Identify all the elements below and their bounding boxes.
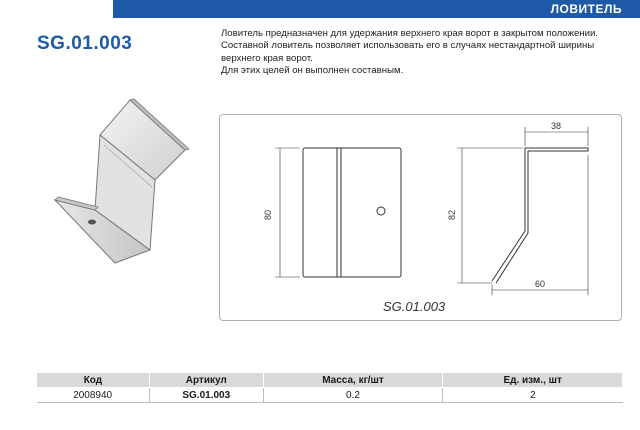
front-view (303, 148, 401, 277)
page-title: ЛОВИТЕЛЬ (550, 2, 622, 16)
product-article: SG.01.003 (37, 33, 133, 54)
description-line: Ловитель предназначен для удержания верхнего края ворот в закрытом положении. (221, 28, 598, 39)
cell-mass: 0.2 (263, 388, 443, 403)
table-row (37, 388, 623, 403)
technical-drawing (219, 114, 622, 321)
dim-front-height: 80 (263, 209, 273, 221)
product-image (40, 95, 200, 265)
product-description (221, 28, 626, 77)
header-bar (0, 0, 640, 18)
column-header: Ед. изм., шт (443, 373, 623, 388)
dim-top: 38 (550, 121, 562, 131)
dim-bottom: 60 (534, 279, 546, 289)
column-header: Масса, кг/шт (263, 373, 443, 388)
cell-code: 2008940 (37, 388, 150, 403)
cell-unit: 2 (443, 388, 623, 403)
side-view (492, 148, 588, 283)
cell-article: SG.01.003 (149, 388, 263, 403)
column-header: Артикул (149, 373, 263, 388)
drawing-label: SG.01.003 (383, 299, 446, 314)
spec-table (36, 372, 623, 403)
description-line: Для этих целей он выполнен составным. (221, 64, 404, 76)
table-header-row (37, 373, 623, 388)
dim-side-height: 82 (447, 209, 457, 221)
column-header: Код (37, 373, 150, 388)
description-line: Составной ловитель позволяет использовать его в случаях нестандартной ширины верхнего края ворот. (221, 40, 595, 64)
mounting-hole (88, 220, 96, 225)
